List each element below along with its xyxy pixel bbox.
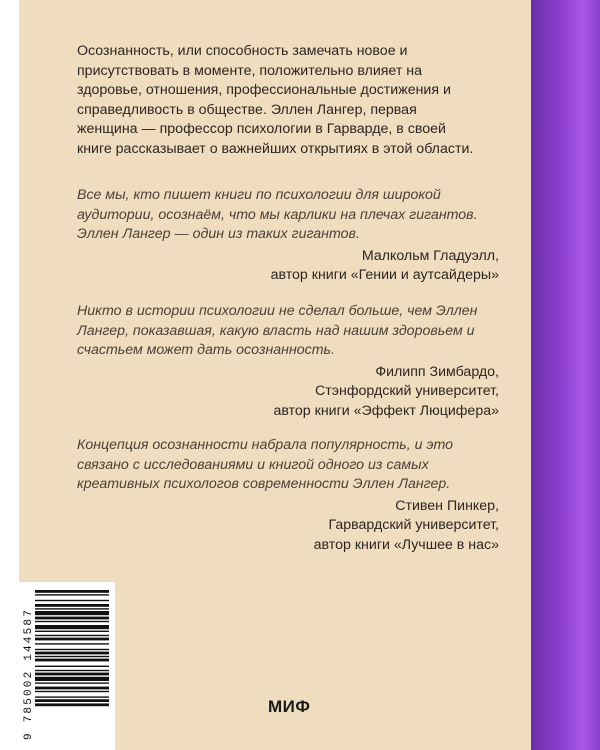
attribution-line: автор книги «Гении и аутсайдеры» — [270, 267, 499, 283]
isbn-barcode — [19, 582, 115, 750]
barcode-bars — [35, 588, 109, 746]
isbn-number: 9 785002 144587 — [23, 607, 35, 740]
intro-paragraph: Осознанность, или способность замечать новое и присутствовать в моменте, положительно влияет на здоровье, отношения, профессиональные достижения и справедливость в обществе. Эллен Лангер, первая женщина — профессор психологии в Гарварде, в своей книге рассказывает о важнейших открытиях в этой области. — [77, 43, 474, 157]
attribution-line: автор книги «Лучшее в нас» — [313, 536, 499, 553]
quote-text: Никто в истории психологии не сделал больше, чем Эллен Лангер, показавшая, какую власть над нашим здоровьем и счастьем может дать осознанность. — [77, 303, 478, 358]
publisher-logo: МИФ — [268, 697, 311, 716]
quote-attribution — [77, 497, 507, 556]
quote-text: Концепция осознанности набрала популярность, и это связано с исследованиями и книгой одного из самых креативных психологов современности Эллен Лангер. — [77, 437, 454, 492]
attribution-line: Гарвардский университет, — [328, 517, 499, 533]
quote-text: Все мы, кто пишет книги по психологии для широкой аудитории, осознаём, что мы карлики на плечах гигантов. Эллен Лангер — один из таких гигантов. — [77, 187, 478, 242]
book-spine — [531, 0, 600, 750]
attribution-line: Малкольм Гладуэлл, — [361, 247, 499, 264]
quote-attribution — [77, 363, 507, 422]
attribution-line: Стивен Пинкер, — [395, 497, 499, 514]
quote-pinker — [77, 436, 507, 555]
quote-gladwell — [77, 186, 507, 286]
attribution-line: Стэнфордский университет, — [315, 383, 499, 399]
attribution-line: Филипп Зимбардо, — [375, 363, 499, 380]
attribution-line: автор книги «Эффект Люцифера» — [273, 402, 499, 419]
quote-attribution — [77, 247, 507, 286]
quote-zimbardo — [77, 302, 507, 421]
